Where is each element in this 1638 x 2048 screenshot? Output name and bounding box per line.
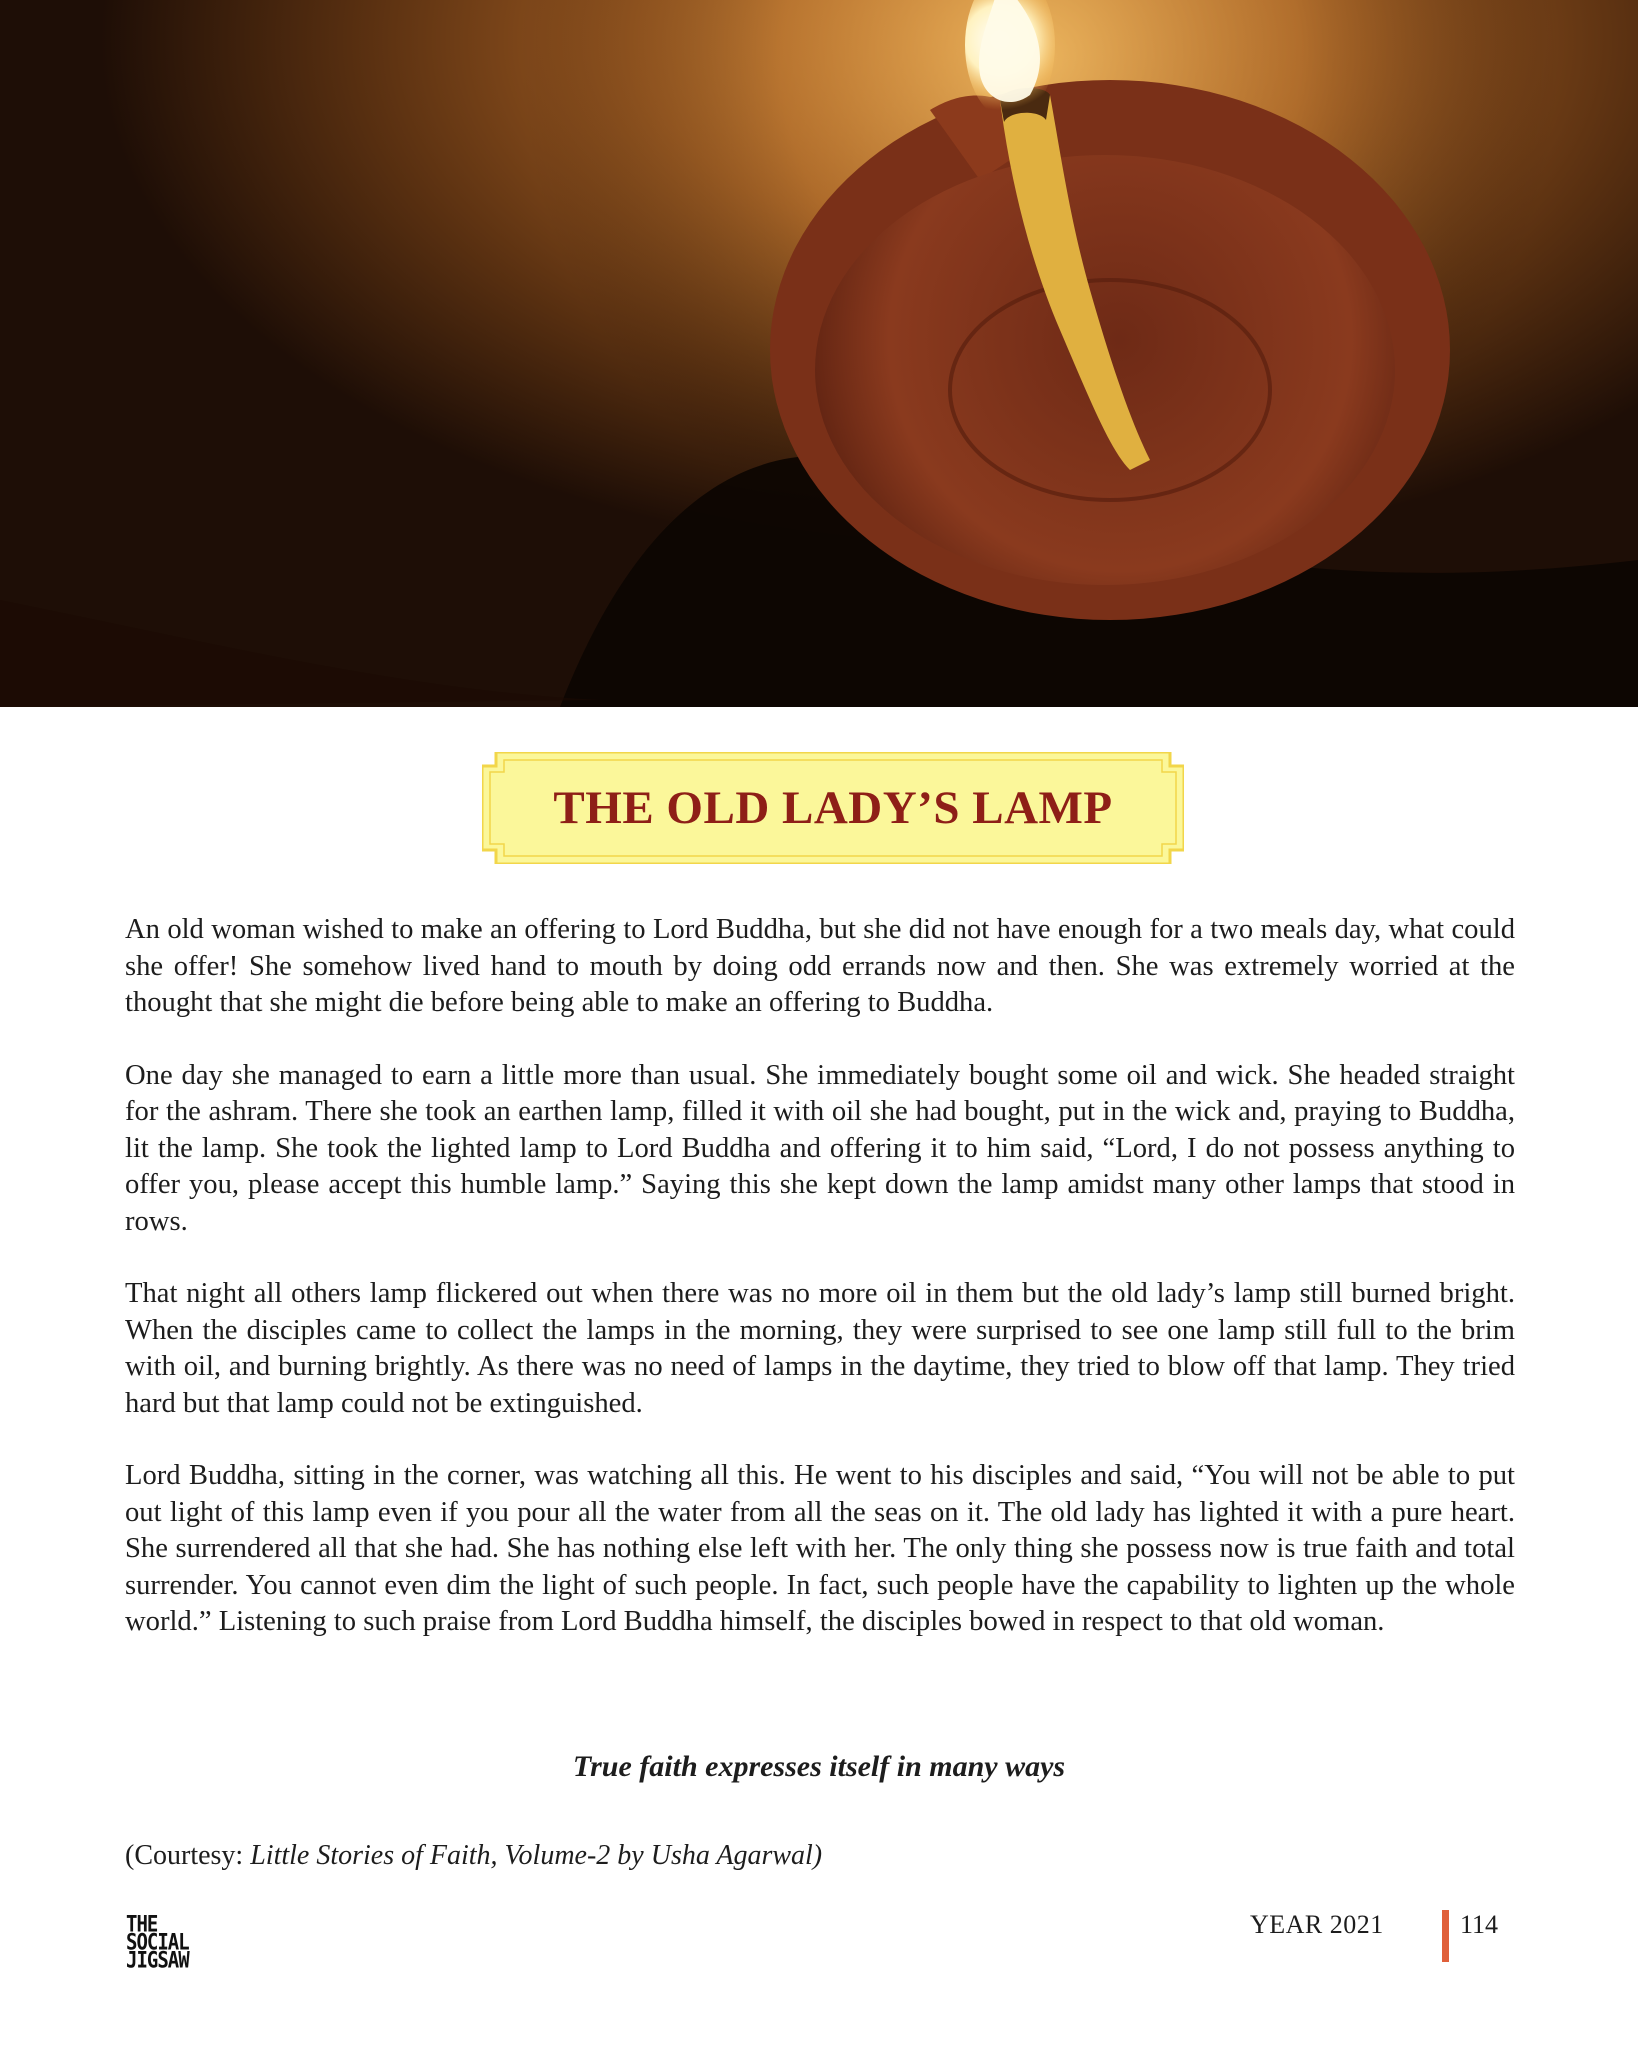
footer-year: YEAR 2021 [1250,1910,1384,1939]
story-paragraph: An old woman wished to make an offering to Lord Buddha, but she did not have enough for a two meals day, what could she offer! She somehow lived hand to mouth by doing odd errands now and then. She was extremely worried at the thought that she might die before being able to make an offering to Buddha. [125,914,1515,1018]
story-paragraph: One day she managed to earn a little more than usual. She immediately bought some oil and wick. She headed straight for the ashram. There she took an earthen lamp, filled it with oil she had bought, put in the wick and, praying to Buddha, lit the lamp. She took the lighted lamp to Lord Buddha and offering it to him said, “Lord, I do not possess anything to offer you, please accept this humble lamp.” Saying this she kept down the lamp amidst many other lamps that stood in rows. [125,1059,1515,1237]
courtesy-note [125,1840,822,1872]
diya-lamp-illustration [0,0,1638,707]
footer-divider [1442,1910,1449,1962]
logo-line: THE [126,1911,158,1937]
story-body [125,912,1515,1641]
courtesy-source: Little Stories of Faith, Volume-2 by Usha Agarwal) [250,1840,823,1871]
logo-line: JIGSAW [126,1947,189,1973]
page-number: 114 [1460,1910,1499,1939]
moral-line: True faith expresses itself in many ways [572,1750,1066,1783]
social-jigsaw-logo [126,1911,216,1973]
logo-line: SOCIAL [126,1929,189,1955]
page-title: THE OLD LADY’S LAMP [553,782,1113,834]
story-paragraph: That night all others lamp flickered out when there was no more oil in them but the old lady’s lamp still burned bright. When the disciples came to collect the lamps in the morning, they were surprised to see one lamp still full to the brim with oil, and burning brightly. As there was no need of lamps in the daytime, they tried to blow off that lamp. They tried hard but that lamp could not be extinguished. [125,1278,1515,1419]
courtesy-prefix: (Courtesy: [125,1840,251,1871]
hero-photo-diya-lamp [0,0,1638,707]
title-banner [482,752,1184,864]
story-paragraph: Lord Buddha, sitting in the corner, was watching all this. He went to his disciples and said, “You will not be able to put out light of this lamp even if you pour all the water from all the seas on it. The old lady has lighted it with a pure heart. She surrendered all that she had. She has nothing else left with her. The only thing she possess now is true faith and total surrender. You cannot even dim the light of such people. In fact, such people have the capability to lighten up the whole world.” Listening to such praise from Lord Buddha himself, the disciples bowed in respect to that old woman. [125,1460,1515,1637]
